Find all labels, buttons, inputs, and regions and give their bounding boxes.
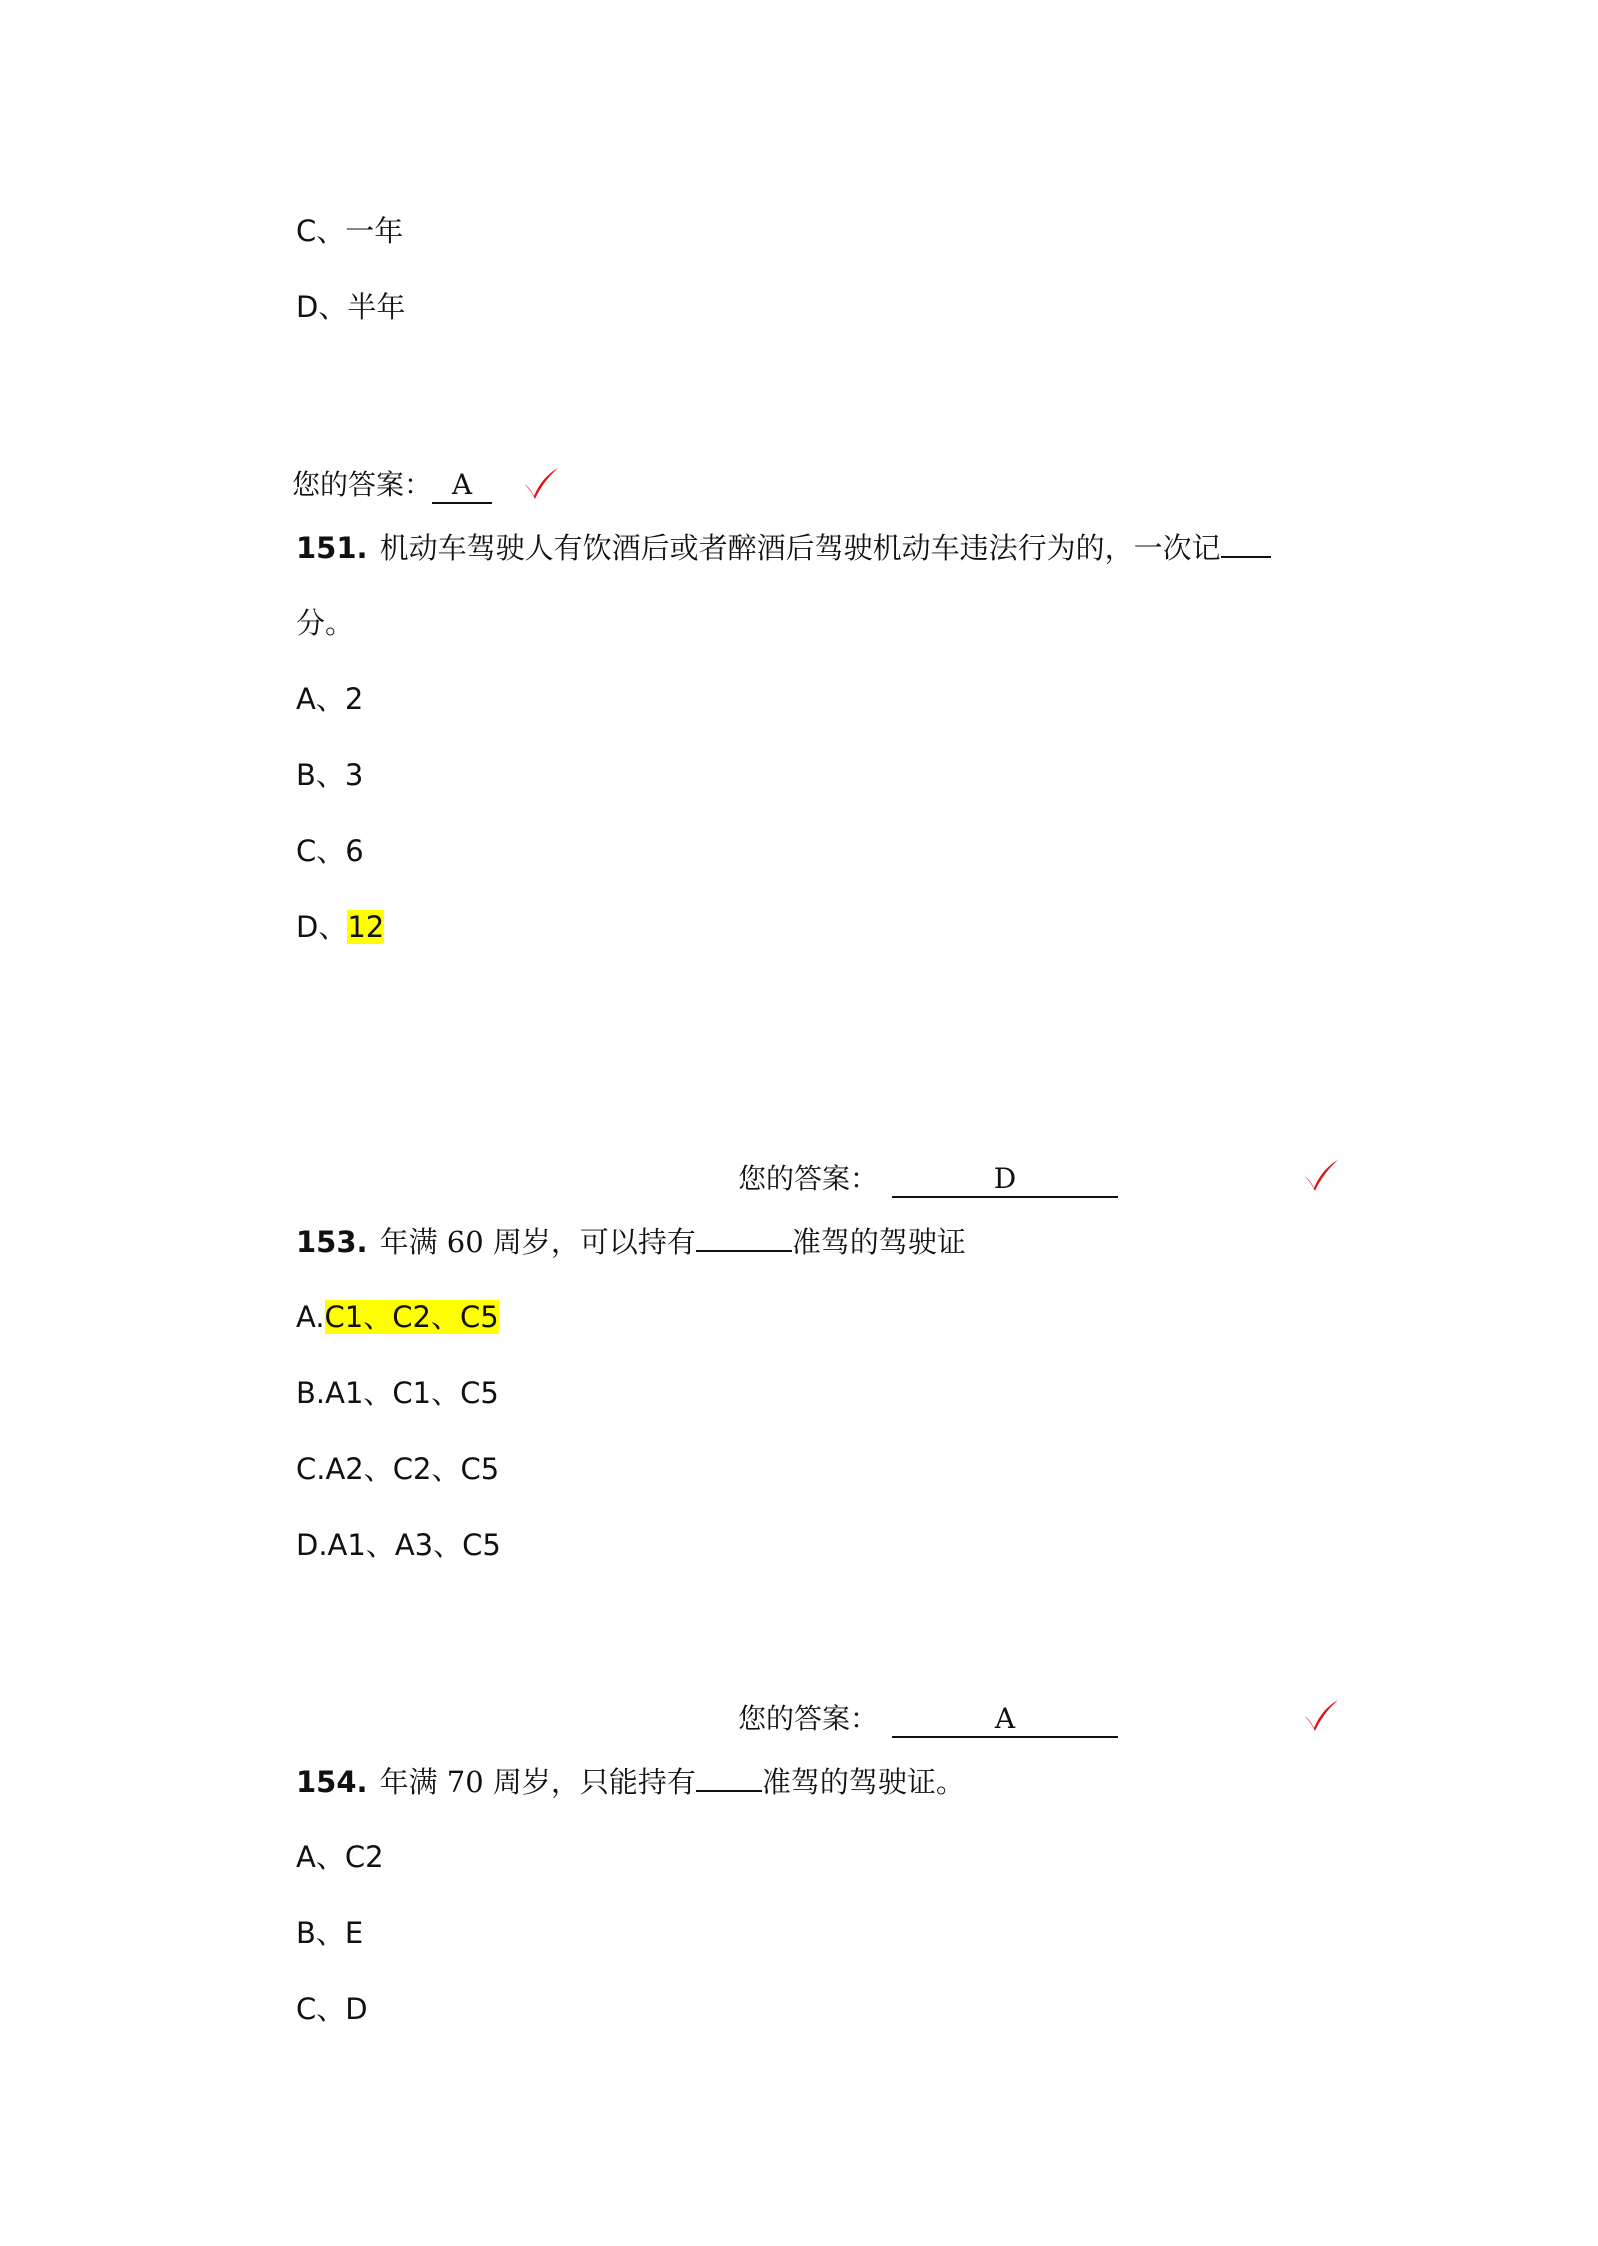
option-b: B、E	[296, 1916, 364, 1950]
option-d-prev: D、半年	[296, 290, 406, 324]
highlighted-answer: 12	[347, 910, 385, 944]
question-text: 年满 70 周岁，只能持有	[379, 1765, 696, 1799]
option-a: A、C2	[296, 1840, 384, 1874]
option-c: C.A2、C2、C5	[296, 1452, 500, 1486]
option-c: C、D	[296, 1992, 368, 2026]
question-text-end: 准驾的驾驶证。	[761, 1765, 965, 1799]
answer-value: A	[432, 468, 492, 504]
option-a	[296, 1298, 499, 1336]
answer-blank	[696, 1222, 792, 1252]
option-b: B.A1、C1、C5	[296, 1376, 499, 1410]
option-d	[296, 908, 384, 946]
option-c: C、6	[296, 834, 364, 868]
question-number: 154.	[296, 1765, 368, 1799]
answer-label: 您的答案：	[738, 1702, 879, 1735]
highlighted-answer: C1、C2、C5	[324, 1300, 499, 1334]
option-a: A、2	[296, 682, 364, 716]
question-151	[296, 528, 1271, 567]
answer-value: D	[892, 1162, 1118, 1198]
answer-blank	[1221, 528, 1271, 558]
option-d: D.A1、A3、C5	[296, 1528, 501, 1562]
question-154	[296, 1762, 965, 1801]
question-text: 年满 60 周岁，可以持有	[379, 1225, 696, 1259]
question-153	[296, 1222, 966, 1261]
option-c-prev: C、一年	[296, 214, 404, 248]
option-b: B、3	[296, 758, 364, 792]
red-check-icon	[1302, 1158, 1340, 1192]
answer-row-3	[738, 1700, 1118, 1738]
question-number: 153.	[296, 1225, 368, 1259]
option-prefix: D、	[296, 910, 348, 944]
question-151-continued: 分。	[296, 606, 355, 640]
answer-label: 您的答案：	[738, 1162, 879, 1195]
answer-value: A	[892, 1702, 1118, 1738]
question-text: 机动车驾驶人有饮酒后或者醉酒后驾驶机动车违法行为的，一次记	[379, 531, 1221, 565]
red-check-icon	[1302, 1698, 1340, 1732]
answer-row-1	[292, 466, 492, 504]
question-text-end: 准驾的驾驶证	[791, 1225, 966, 1259]
red-check-icon	[522, 466, 560, 500]
answer-label: 您的答案：	[292, 468, 433, 501]
answer-blank	[696, 1762, 762, 1792]
answer-row-2	[738, 1160, 1118, 1198]
option-prefix: A.	[296, 1300, 325, 1334]
question-number: 151.	[296, 531, 368, 565]
